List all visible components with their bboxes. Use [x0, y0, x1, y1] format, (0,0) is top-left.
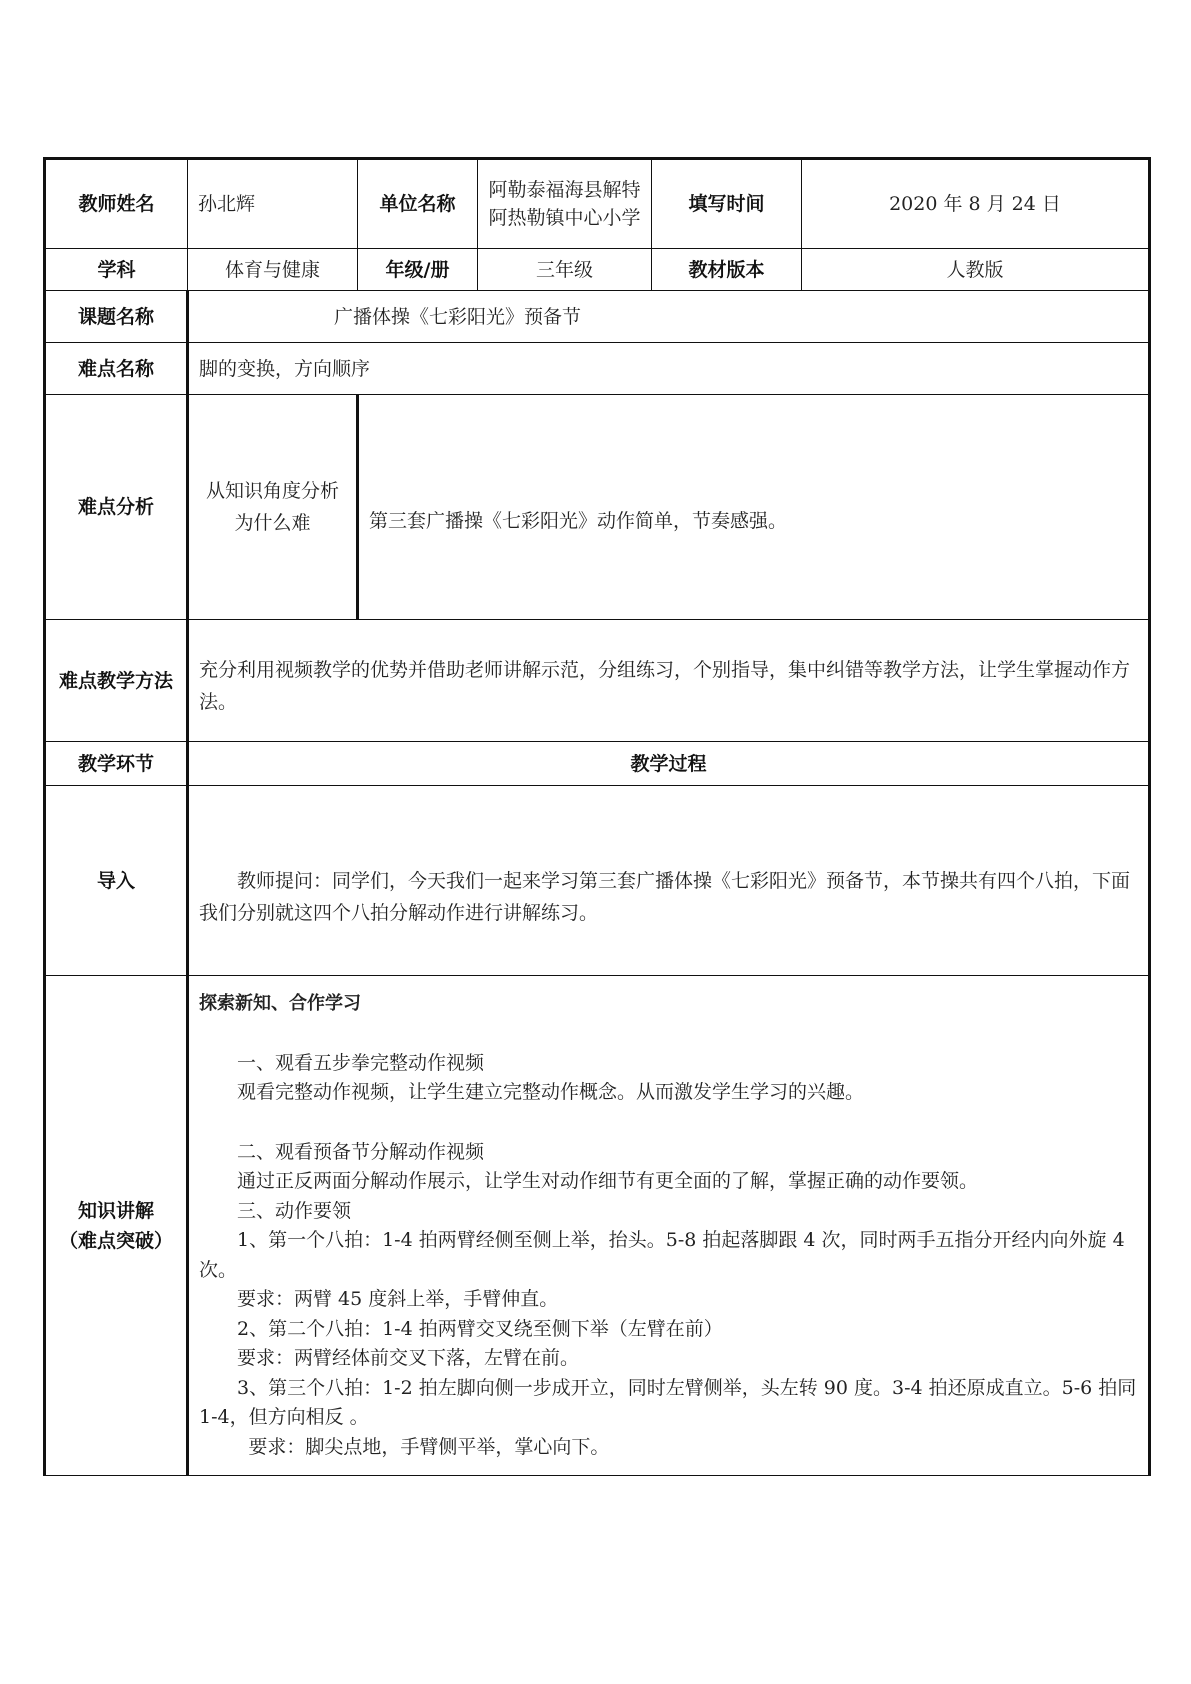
req2-text: 要求：两臂经体前交叉下落，左臂在前。 — [237, 1347, 580, 1369]
method-label: 难点教学方法 — [45, 620, 188, 742]
teacher-name-label: 教师姓名 — [45, 159, 188, 249]
req3-text: 要求：脚尖点地，手臂侧平举，掌心向下。 — [248, 1435, 610, 1458]
unit-name-value: 阿勒泰福海县解特阿热勒镇中心小学 — [478, 159, 652, 249]
subject-value: 体育与健康 — [188, 249, 358, 291]
knowledge-heading: 探索新知、合作学习 — [199, 993, 361, 1014]
analysis-sub-label: 从知识角度分析为什么难 — [188, 395, 358, 620]
topic-value: 广播体操《七彩阳光》预备节 — [188, 291, 1150, 343]
teacher-name-value: 孙北辉 — [188, 159, 358, 249]
intro-text: 教师提问：同学们，今天我们一起来学习第三套广播体操《七彩阳光》预备节，本节操共有四个八拍，下面我们分别就这四个八拍分解动作进行讲解练习。 — [199, 869, 1131, 924]
section2-text: 通过正反两面分解动作展示，让学生对动作细节有更全面的了解，掌握正确的动作要领。 — [237, 1170, 979, 1192]
topic-label: 课题名称 — [45, 291, 188, 343]
item2-text: 2、第二个八拍：1-4 拍两臂交叉绕至侧下举（左臂在前） — [237, 1317, 723, 1340]
knowledge-label-line1: 知识讲解 — [77, 1199, 154, 1222]
analysis-label: 难点分析 — [45, 395, 188, 620]
fill-date-value: 2020 年 8 月 24 日 — [802, 159, 1150, 249]
subject-row — [45, 249, 1150, 291]
req1-text: 要求：两臂 45 度斜上举，手臂伸直。 — [237, 1288, 559, 1310]
knowledge-label-line2: （难点突破） — [58, 1229, 173, 1252]
header-row — [45, 159, 1150, 249]
knowledge-row — [45, 976, 1150, 1476]
spacer — [199, 1019, 1138, 1049]
intro-label: 导入 — [45, 786, 188, 976]
fill-date-label: 填写时间 — [652, 159, 802, 249]
method-row — [45, 620, 1150, 742]
unit-name-label: 单位名称 — [358, 159, 478, 249]
difficulty-value: 脚的变换，方向顺序 — [188, 343, 1150, 395]
intro-row — [45, 786, 1150, 976]
section3-title: 三、动作要领 — [237, 1199, 352, 1222]
process-title: 教学过程 — [188, 742, 1150, 786]
section2-title: 二、观看预备节分解动作视频 — [237, 1140, 485, 1163]
edition-value: 人教版 — [802, 249, 1150, 291]
item3-text: 3、第三个八拍：1-2 拍左脚向侧一步成开立，同时左臂侧举，头左转 90 度。3-4 拍还原成直立。5-6 拍同 1-4，但方向相反 。 — [199, 1376, 1137, 1428]
grade-label: 年级/册 — [358, 249, 478, 291]
analysis-row — [45, 395, 1150, 620]
method-value: 充分利用视频教学的优势并借助老师讲解示范，分组练习，个别指导，集中纠错等教学方法，让学生掌握动作方法。 — [188, 620, 1150, 742]
process-stage-label: 教学环节 — [45, 742, 188, 786]
analysis-value: 第三套广播操《七彩阳光》动作简单，节奏感强。 — [358, 395, 1150, 620]
grade-value: 三年级 — [478, 249, 652, 291]
spacer — [199, 1108, 1138, 1138]
subject-label: 学科 — [45, 249, 188, 291]
edition-label: 教材版本 — [652, 249, 802, 291]
knowledge-label-cell — [45, 976, 188, 1476]
difficulty-label: 难点名称 — [45, 343, 188, 395]
knowledge-content — [188, 976, 1150, 1476]
lesson-plan-table — [43, 157, 1151, 1476]
topic-row — [45, 291, 1150, 343]
process-header-row — [45, 742, 1150, 786]
item1-text: 1、第一个八拍：1-4 拍两臂经侧至侧上举，抬头。5-8 拍起落脚跟 4 次，同时两手五指分开经内向外旋 4 次。 — [199, 1229, 1125, 1281]
intro-cell — [188, 786, 1150, 976]
difficulty-row — [45, 343, 1150, 395]
section1-text: 观看完整动作视频，让学生建立完整动作概念。从而激发学生学习的兴趣。 — [237, 1081, 865, 1103]
section1-title: 一、观看五步拳完整动作视频 — [237, 1051, 485, 1074]
